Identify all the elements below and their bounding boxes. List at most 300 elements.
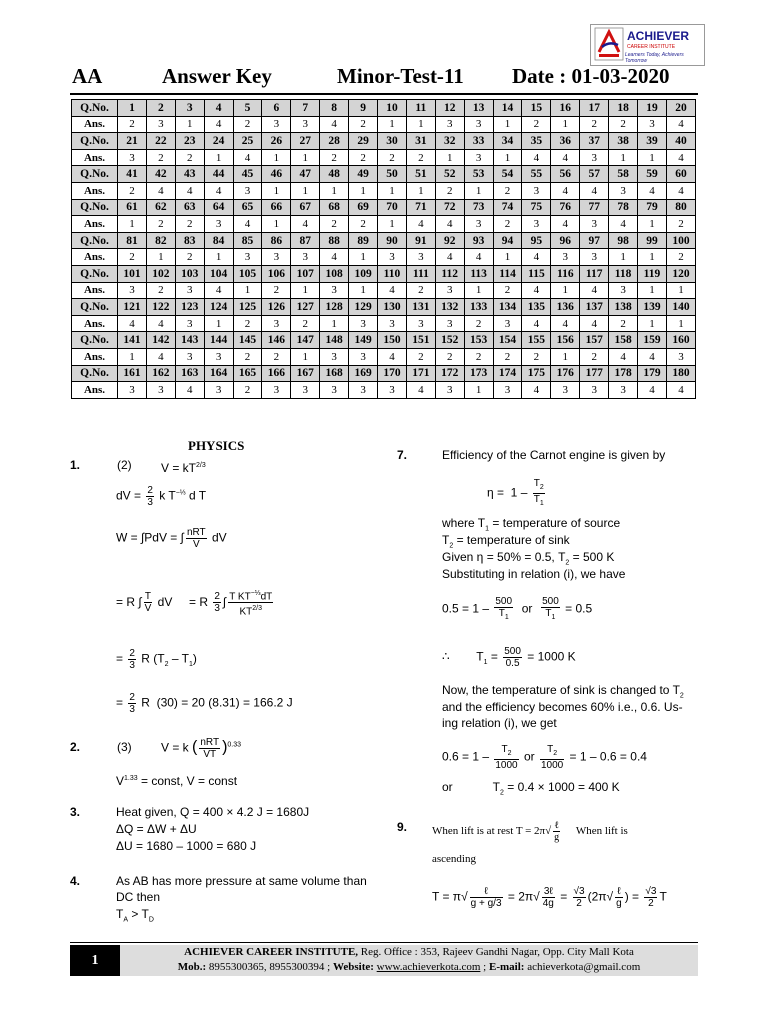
answer-cell: 2 <box>406 348 435 365</box>
question-number-cell: 27 <box>291 133 320 150</box>
answer-cell: 2 <box>233 315 262 332</box>
question-number-cell: 78 <box>609 199 638 216</box>
question-number-cell: 3 <box>175 100 204 117</box>
answer-cell: 2 <box>262 282 291 299</box>
question-number-cell: 56 <box>551 166 580 183</box>
answer-cell: 4 <box>146 182 175 199</box>
question-number-cell: 142 <box>146 332 175 349</box>
answer-cell: 1 <box>349 249 378 266</box>
answer-cell: 2 <box>522 116 551 133</box>
question-number-cell: 154 <box>493 332 522 349</box>
q1-eq6: = $\frac{2}{3}$ R (30) = 20 (8.31) = 166.2 J <box>116 692 293 715</box>
answer-cell: 3 <box>204 216 233 233</box>
question-number-cell: 138 <box>609 299 638 316</box>
answer-cell: 3 <box>118 149 147 166</box>
question-number-cell: 156 <box>551 332 580 349</box>
logo-emblem-icon <box>594 27 624 61</box>
answer-cell: 1 <box>609 249 638 266</box>
question-number-cell: 59 <box>638 166 667 183</box>
question-number-cell: 175 <box>522 365 551 382</box>
answer-cell: 3 <box>378 315 407 332</box>
ans-label: Ans. <box>72 382 118 399</box>
question-number-cell: 137 <box>580 299 609 316</box>
answer-cell: 1 <box>406 116 435 133</box>
answer-cell: 3 <box>349 382 378 399</box>
answer-cell: 3 <box>435 116 464 133</box>
q1-option: (2) <box>117 458 132 472</box>
question-number-cell: 7 <box>291 100 320 117</box>
question-number-cell: 100 <box>666 232 695 249</box>
question-number-cell: 22 <box>146 133 175 150</box>
question-number-cell: 57 <box>580 166 609 183</box>
answer-cell: 4 <box>146 348 175 365</box>
question-number-cell: 11 <box>406 100 435 117</box>
question-number-cell: 133 <box>464 299 493 316</box>
answer-cell: 4 <box>291 216 320 233</box>
answer-row <box>72 282 696 299</box>
header-divider <box>70 93 698 95</box>
answer-cell: 2 <box>118 182 147 199</box>
question-number-cell: 151 <box>406 332 435 349</box>
answer-cell: 3 <box>580 149 609 166</box>
answer-cell: 4 <box>204 182 233 199</box>
question-number-cell: 178 <box>609 365 638 382</box>
answer-row <box>72 315 696 332</box>
answer-row <box>72 348 696 365</box>
answer-cell: 4 <box>522 149 551 166</box>
question-number-cell: 147 <box>291 332 320 349</box>
q7-line1: Efficiency of the Carnot engine is given by <box>442 448 666 462</box>
question-number-cell: 170 <box>378 365 407 382</box>
answer-cell: 1 <box>464 282 493 299</box>
answer-cell: 2 <box>291 315 320 332</box>
q7-line5: Substituting in relation (i), we have <box>442 567 626 581</box>
answer-cell: 4 <box>638 382 667 399</box>
answer-cell: 1 <box>320 315 349 332</box>
answer-cell: 2 <box>349 149 378 166</box>
answer-cell: 2 <box>378 149 407 166</box>
answer-row <box>72 382 696 399</box>
question-number-cell: 136 <box>551 299 580 316</box>
answer-cell: 1 <box>291 282 320 299</box>
answer-cell: 3 <box>638 116 667 133</box>
answer-cell: 2 <box>406 149 435 166</box>
answer-row <box>72 149 696 166</box>
question-number-cell: 4 <box>204 100 233 117</box>
ans-label: Ans. <box>72 182 118 199</box>
question-number-cell: 13 <box>464 100 493 117</box>
answer-cell: 3 <box>204 348 233 365</box>
answer-cell: 2 <box>580 348 609 365</box>
question-number-cell: 124 <box>204 299 233 316</box>
question-number-cell: 24 <box>204 133 233 150</box>
question-number-cell: 93 <box>464 232 493 249</box>
question-number-cell: 88 <box>320 232 349 249</box>
answer-cell: 4 <box>666 116 695 133</box>
question-number-cell: 33 <box>464 133 493 150</box>
question-number-cell: 111 <box>406 265 435 282</box>
question-number-cell: 6 <box>262 100 291 117</box>
answer-cell: 3 <box>175 282 204 299</box>
answer-cell: 3 <box>464 149 493 166</box>
question-number-cell: 65 <box>233 199 262 216</box>
answer-cell: 3 <box>580 249 609 266</box>
answer-cell: 4 <box>609 216 638 233</box>
q9-line1: When lift is at rest T = 2π√ $\frac{\text{ℓ}}{g}$ When lift is <box>432 820 628 843</box>
answer-cell: 2 <box>118 249 147 266</box>
question-number-cell: 106 <box>262 265 291 282</box>
q7-eq3: ∴ $T_1$ = $\frac{500}{0.5}$ = 1000 K <box>442 646 576 669</box>
question-number-row <box>72 232 696 249</box>
question-number-cell: 36 <box>551 133 580 150</box>
ans-label: Ans. <box>72 149 118 166</box>
answer-cell: 4 <box>406 216 435 233</box>
question-number-cell: 130 <box>378 299 407 316</box>
question-number-cell: 150 <box>378 332 407 349</box>
answer-cell: 1 <box>493 149 522 166</box>
answer-cell: 4 <box>378 282 407 299</box>
q4-line1: As AB has more pressure at same volume than <box>116 874 367 888</box>
question-number-cell: 80 <box>666 199 695 216</box>
answer-cell: 1 <box>118 348 147 365</box>
answer-cell: 3 <box>146 116 175 133</box>
answer-cell: 1 <box>464 382 493 399</box>
answer-cell: 4 <box>551 182 580 199</box>
question-number-cell: 96 <box>551 232 580 249</box>
question-number-cell: 102 <box>146 265 175 282</box>
question-number-cell: 23 <box>175 133 204 150</box>
q2-option: (3) <box>117 740 132 754</box>
question-number-cell: 46 <box>262 166 291 183</box>
answer-cell: 4 <box>204 282 233 299</box>
question-number-cell: 128 <box>320 299 349 316</box>
question-number-cell: 119 <box>638 265 667 282</box>
q7-eq5: or $T_2 = 0.4 \times 1000 = 400$ K <box>442 780 620 797</box>
question-number-cell: 105 <box>233 265 262 282</box>
question-number-row <box>72 299 696 316</box>
question-number-cell: 68 <box>320 199 349 216</box>
question-number-cell: 98 <box>609 232 638 249</box>
question-number-cell: 129 <box>349 299 378 316</box>
question-number-cell: 53 <box>464 166 493 183</box>
answer-cell: 2 <box>493 216 522 233</box>
ans-label: Ans. <box>72 216 118 233</box>
answer-cell: 1 <box>204 315 233 332</box>
answer-cell: 3 <box>609 382 638 399</box>
question-number-row <box>72 265 696 282</box>
question-number-cell: 86 <box>262 232 291 249</box>
answer-cell: 3 <box>435 282 464 299</box>
question-number-cell: 74 <box>493 199 522 216</box>
answer-cell: 4 <box>580 315 609 332</box>
q1-number: 1. <box>70 458 81 472</box>
answer-cell: 2 <box>320 216 349 233</box>
question-number-cell: 44 <box>204 166 233 183</box>
answer-row <box>72 216 696 233</box>
answer-cell: 2 <box>175 216 204 233</box>
question-number-cell: 179 <box>638 365 667 382</box>
question-number-cell: 126 <box>262 299 291 316</box>
answer-cell: 3 <box>522 182 551 199</box>
question-number-cell: 14 <box>493 100 522 117</box>
answer-cell: 3 <box>522 216 551 233</box>
qno-label: Q.No. <box>72 199 118 216</box>
question-number-cell: 2 <box>146 100 175 117</box>
website-link[interactable]: www.achieverkota.com <box>376 961 481 973</box>
answer-cell: 4 <box>580 182 609 199</box>
answer-cell: 3 <box>262 249 291 266</box>
test-name: Minor-Test-11 <box>337 64 464 88</box>
answer-cell: 1 <box>378 116 407 133</box>
answer-cell: 3 <box>233 182 262 199</box>
question-number-cell: 18 <box>609 100 638 117</box>
answer-cell: 3 <box>493 315 522 332</box>
qno-label: Q.No. <box>72 299 118 316</box>
q1-eq4: = R ∫ $\frac{T}{V}$ dV = R $\frac{2}{3}$ ∫ $\frac{T KT^{-\frac{1}{3}}dT}{KT^{2/3}}$ <box>116 590 273 618</box>
question-number-cell: 113 <box>464 265 493 282</box>
q7-line2: where $T_1$ = temperature of source <box>442 516 621 533</box>
q7-line7: and the efficiency becomes 60% i.e., 0.6. Us- <box>442 700 683 714</box>
answer-cell: 3 <box>118 382 147 399</box>
answer-cell: 4 <box>551 315 580 332</box>
ans-label: Ans. <box>72 282 118 299</box>
answer-cell: 1 <box>204 249 233 266</box>
answer-cell: 2 <box>580 116 609 133</box>
question-number-cell: 160 <box>666 332 695 349</box>
answer-cell: 3 <box>609 182 638 199</box>
question-number-cell: 140 <box>666 299 695 316</box>
answer-cell: 4 <box>609 348 638 365</box>
question-number-cell: 70 <box>378 199 407 216</box>
q4-line3: $T_A > T_D$ <box>116 907 154 924</box>
q7-line6: Now, the temperature of sink is changed to $T_2$ <box>442 683 684 700</box>
answer-cell: 4 <box>522 282 551 299</box>
q1-eq1: $V = kT^{2/3}$ <box>161 461 206 475</box>
question-number-cell: 15 <box>522 100 551 117</box>
answer-cell: 4 <box>320 249 349 266</box>
answer-cell: 2 <box>609 315 638 332</box>
answer-cell: 4 <box>320 116 349 133</box>
question-number-cell: 99 <box>638 232 667 249</box>
question-number-cell: 169 <box>349 365 378 382</box>
question-number-cell: 35 <box>522 133 551 150</box>
answer-cell: 1 <box>262 182 291 199</box>
question-number-cell: 8 <box>320 100 349 117</box>
answer-cell: 1 <box>638 282 667 299</box>
question-number-cell: 47 <box>291 166 320 183</box>
q3-line3: ΔU = 1680 – 1000 = 680 J <box>116 839 257 853</box>
answer-cell: 4 <box>175 182 204 199</box>
question-number-cell: 174 <box>493 365 522 382</box>
answer-cell: 2 <box>233 382 262 399</box>
q2-eq2: $V^{1.33}$ = const, V = const <box>116 774 238 788</box>
question-number-cell: 127 <box>291 299 320 316</box>
answer-cell: 3 <box>291 249 320 266</box>
answer-cell: 4 <box>666 382 695 399</box>
question-number-cell: 149 <box>349 332 378 349</box>
answer-cell: 3 <box>291 382 320 399</box>
qno-label: Q.No. <box>72 232 118 249</box>
q1-eq3: W = ∫PdV = ∫ $\frac{\text{nRT}}{V}$ dV <box>116 527 227 550</box>
question-number-cell: 71 <box>406 199 435 216</box>
answer-cell: 2 <box>522 348 551 365</box>
answer-cell: 4 <box>233 149 262 166</box>
answer-row <box>72 116 696 133</box>
answer-cell: 4 <box>435 249 464 266</box>
question-number-cell: 12 <box>435 100 464 117</box>
question-number-cell: 108 <box>320 265 349 282</box>
question-number-cell: 121 <box>118 299 147 316</box>
q2-eq1: V = k ( $\frac{\text{nRT}}{VT}$ )$^{0.33}$ <box>161 737 242 760</box>
logo-subtitle: CAREER INSTITUTE <box>627 44 676 50</box>
answer-row <box>72 182 696 199</box>
question-number-row <box>72 365 696 382</box>
page-number: 1 <box>70 945 120 976</box>
answer-cell: 2 <box>262 348 291 365</box>
question-number-cell: 114 <box>493 265 522 282</box>
question-number-row <box>72 133 696 150</box>
answer-cell: 1 <box>291 149 320 166</box>
answer-row <box>72 249 696 266</box>
answer-cell: 2 <box>435 182 464 199</box>
answer-cell: 3 <box>320 348 349 365</box>
answer-cell: 2 <box>349 116 378 133</box>
answer-cell: 4 <box>175 382 204 399</box>
answer-cell: 3 <box>406 315 435 332</box>
question-number-cell: 64 <box>204 199 233 216</box>
answer-cell: 2 <box>233 116 262 133</box>
answer-cell: 1 <box>464 182 493 199</box>
answer-cell: 4 <box>118 315 147 332</box>
question-number-cell: 117 <box>580 265 609 282</box>
q4-number: 4. <box>70 874 81 888</box>
answer-cell: 3 <box>320 282 349 299</box>
question-number-cell: 92 <box>435 232 464 249</box>
question-number-cell: 77 <box>580 199 609 216</box>
answer-cell: 4 <box>666 149 695 166</box>
question-number-cell: 31 <box>406 133 435 150</box>
answer-cell: 2 <box>146 216 175 233</box>
answer-cell: 1 <box>262 216 291 233</box>
q1-eq2: dV = $\frac{2}{3}$ k $T^{-\frac{1}{3}}$ d T <box>116 485 207 508</box>
question-number-cell: 16 <box>551 100 580 117</box>
answer-cell: 2 <box>493 282 522 299</box>
answer-cell: 3 <box>551 249 580 266</box>
answer-cell: 1 <box>638 249 667 266</box>
answer-cell: 3 <box>435 382 464 399</box>
answer-cell: 2 <box>320 149 349 166</box>
q7-eq4: 0.6 = 1 – $\frac{T_2}{1000}$ or $\frac{T_2}{1000}$ = 1 – 0.6 = 0.4 <box>442 744 647 771</box>
answer-cell: 1 <box>378 182 407 199</box>
question-number-cell: 25 <box>233 133 262 150</box>
answer-cell: 3 <box>118 282 147 299</box>
answer-cell: 4 <box>233 216 262 233</box>
question-number-cell: 155 <box>522 332 551 349</box>
question-number-cell: 9 <box>349 100 378 117</box>
answer-cell: 3 <box>320 382 349 399</box>
question-number-cell: 19 <box>638 100 667 117</box>
answer-cell: 1 <box>349 282 378 299</box>
answer-cell: 4 <box>522 315 551 332</box>
question-number-cell: 115 <box>522 265 551 282</box>
answer-cell: 1 <box>291 182 320 199</box>
email-link[interactable]: achieverkota@gmail.com <box>524 961 641 973</box>
q9-number: 9. <box>397 820 408 834</box>
institute-logo <box>590 24 705 66</box>
question-number-cell: 40 <box>666 133 695 150</box>
question-number-cell: 37 <box>580 133 609 150</box>
question-number-cell: 153 <box>464 332 493 349</box>
question-number-cell: 34 <box>493 133 522 150</box>
section-title: PHYSICS <box>188 438 245 453</box>
answer-cell: 1 <box>551 348 580 365</box>
answer-cell: 1 <box>291 348 320 365</box>
answer-cell: 1 <box>638 315 667 332</box>
question-number-cell: 58 <box>609 166 638 183</box>
question-number-cell: 49 <box>349 166 378 183</box>
answer-cell: 3 <box>493 382 522 399</box>
question-number-cell: 52 <box>435 166 464 183</box>
question-number-cell: 109 <box>349 265 378 282</box>
question-number-cell: 166 <box>262 365 291 382</box>
question-number-cell: 30 <box>378 133 407 150</box>
logo-tagline: Learners Today, Achievers Tomorrow <box>625 52 684 64</box>
answer-cell: 3 <box>175 348 204 365</box>
question-number-cell: 165 <box>233 365 262 382</box>
answer-cell: 2 <box>118 116 147 133</box>
question-number-cell: 10 <box>378 100 407 117</box>
answer-cell: 4 <box>580 282 609 299</box>
answer-cell: 3 <box>262 315 291 332</box>
answer-cell: 2 <box>175 149 204 166</box>
question-number-cell: 143 <box>175 332 204 349</box>
answer-cell: 2 <box>175 249 204 266</box>
answer-cell: 3 <box>378 382 407 399</box>
answer-cell: 1 <box>609 149 638 166</box>
answer-cell: 4 <box>666 182 695 199</box>
question-number-cell: 152 <box>435 332 464 349</box>
question-number-cell: 60 <box>666 166 695 183</box>
question-number-row <box>72 199 696 216</box>
answer-cell: 2 <box>435 348 464 365</box>
page-footer <box>70 942 698 976</box>
answer-cell: 3 <box>262 116 291 133</box>
question-number-cell: 177 <box>580 365 609 382</box>
answer-cell: 3 <box>146 382 175 399</box>
doc-title: Answer Key <box>162 64 272 88</box>
question-number-cell: 131 <box>406 299 435 316</box>
question-number-cell: 173 <box>464 365 493 382</box>
answer-cell: 1 <box>551 116 580 133</box>
question-number-row <box>72 332 696 349</box>
question-number-cell: 41 <box>118 166 147 183</box>
question-number-cell: 82 <box>146 232 175 249</box>
answer-cell: 3 <box>291 116 320 133</box>
question-number-cell: 32 <box>435 133 464 150</box>
question-number-cell: 123 <box>175 299 204 316</box>
question-number-cell: 73 <box>464 199 493 216</box>
q7-eq2: 0.5 = 1 – $\frac{500}{T_1}$ or $\frac{500}{T_1}$ = 0.5 <box>442 596 593 621</box>
q3-line2: ΔQ = ΔW + ΔU <box>116 822 197 836</box>
qno-label: Q.No. <box>72 332 118 349</box>
question-number-cell: 157 <box>580 332 609 349</box>
q3-line1: Heat given, Q = 400 × 4.2 J = 1680J <box>116 805 310 819</box>
q7-line3: $T_2$ = temperature of sink <box>442 533 570 550</box>
question-number-cell: 159 <box>638 332 667 349</box>
question-number-cell: 51 <box>406 166 435 183</box>
answer-cell: 3 <box>349 348 378 365</box>
question-number-cell: 107 <box>291 265 320 282</box>
